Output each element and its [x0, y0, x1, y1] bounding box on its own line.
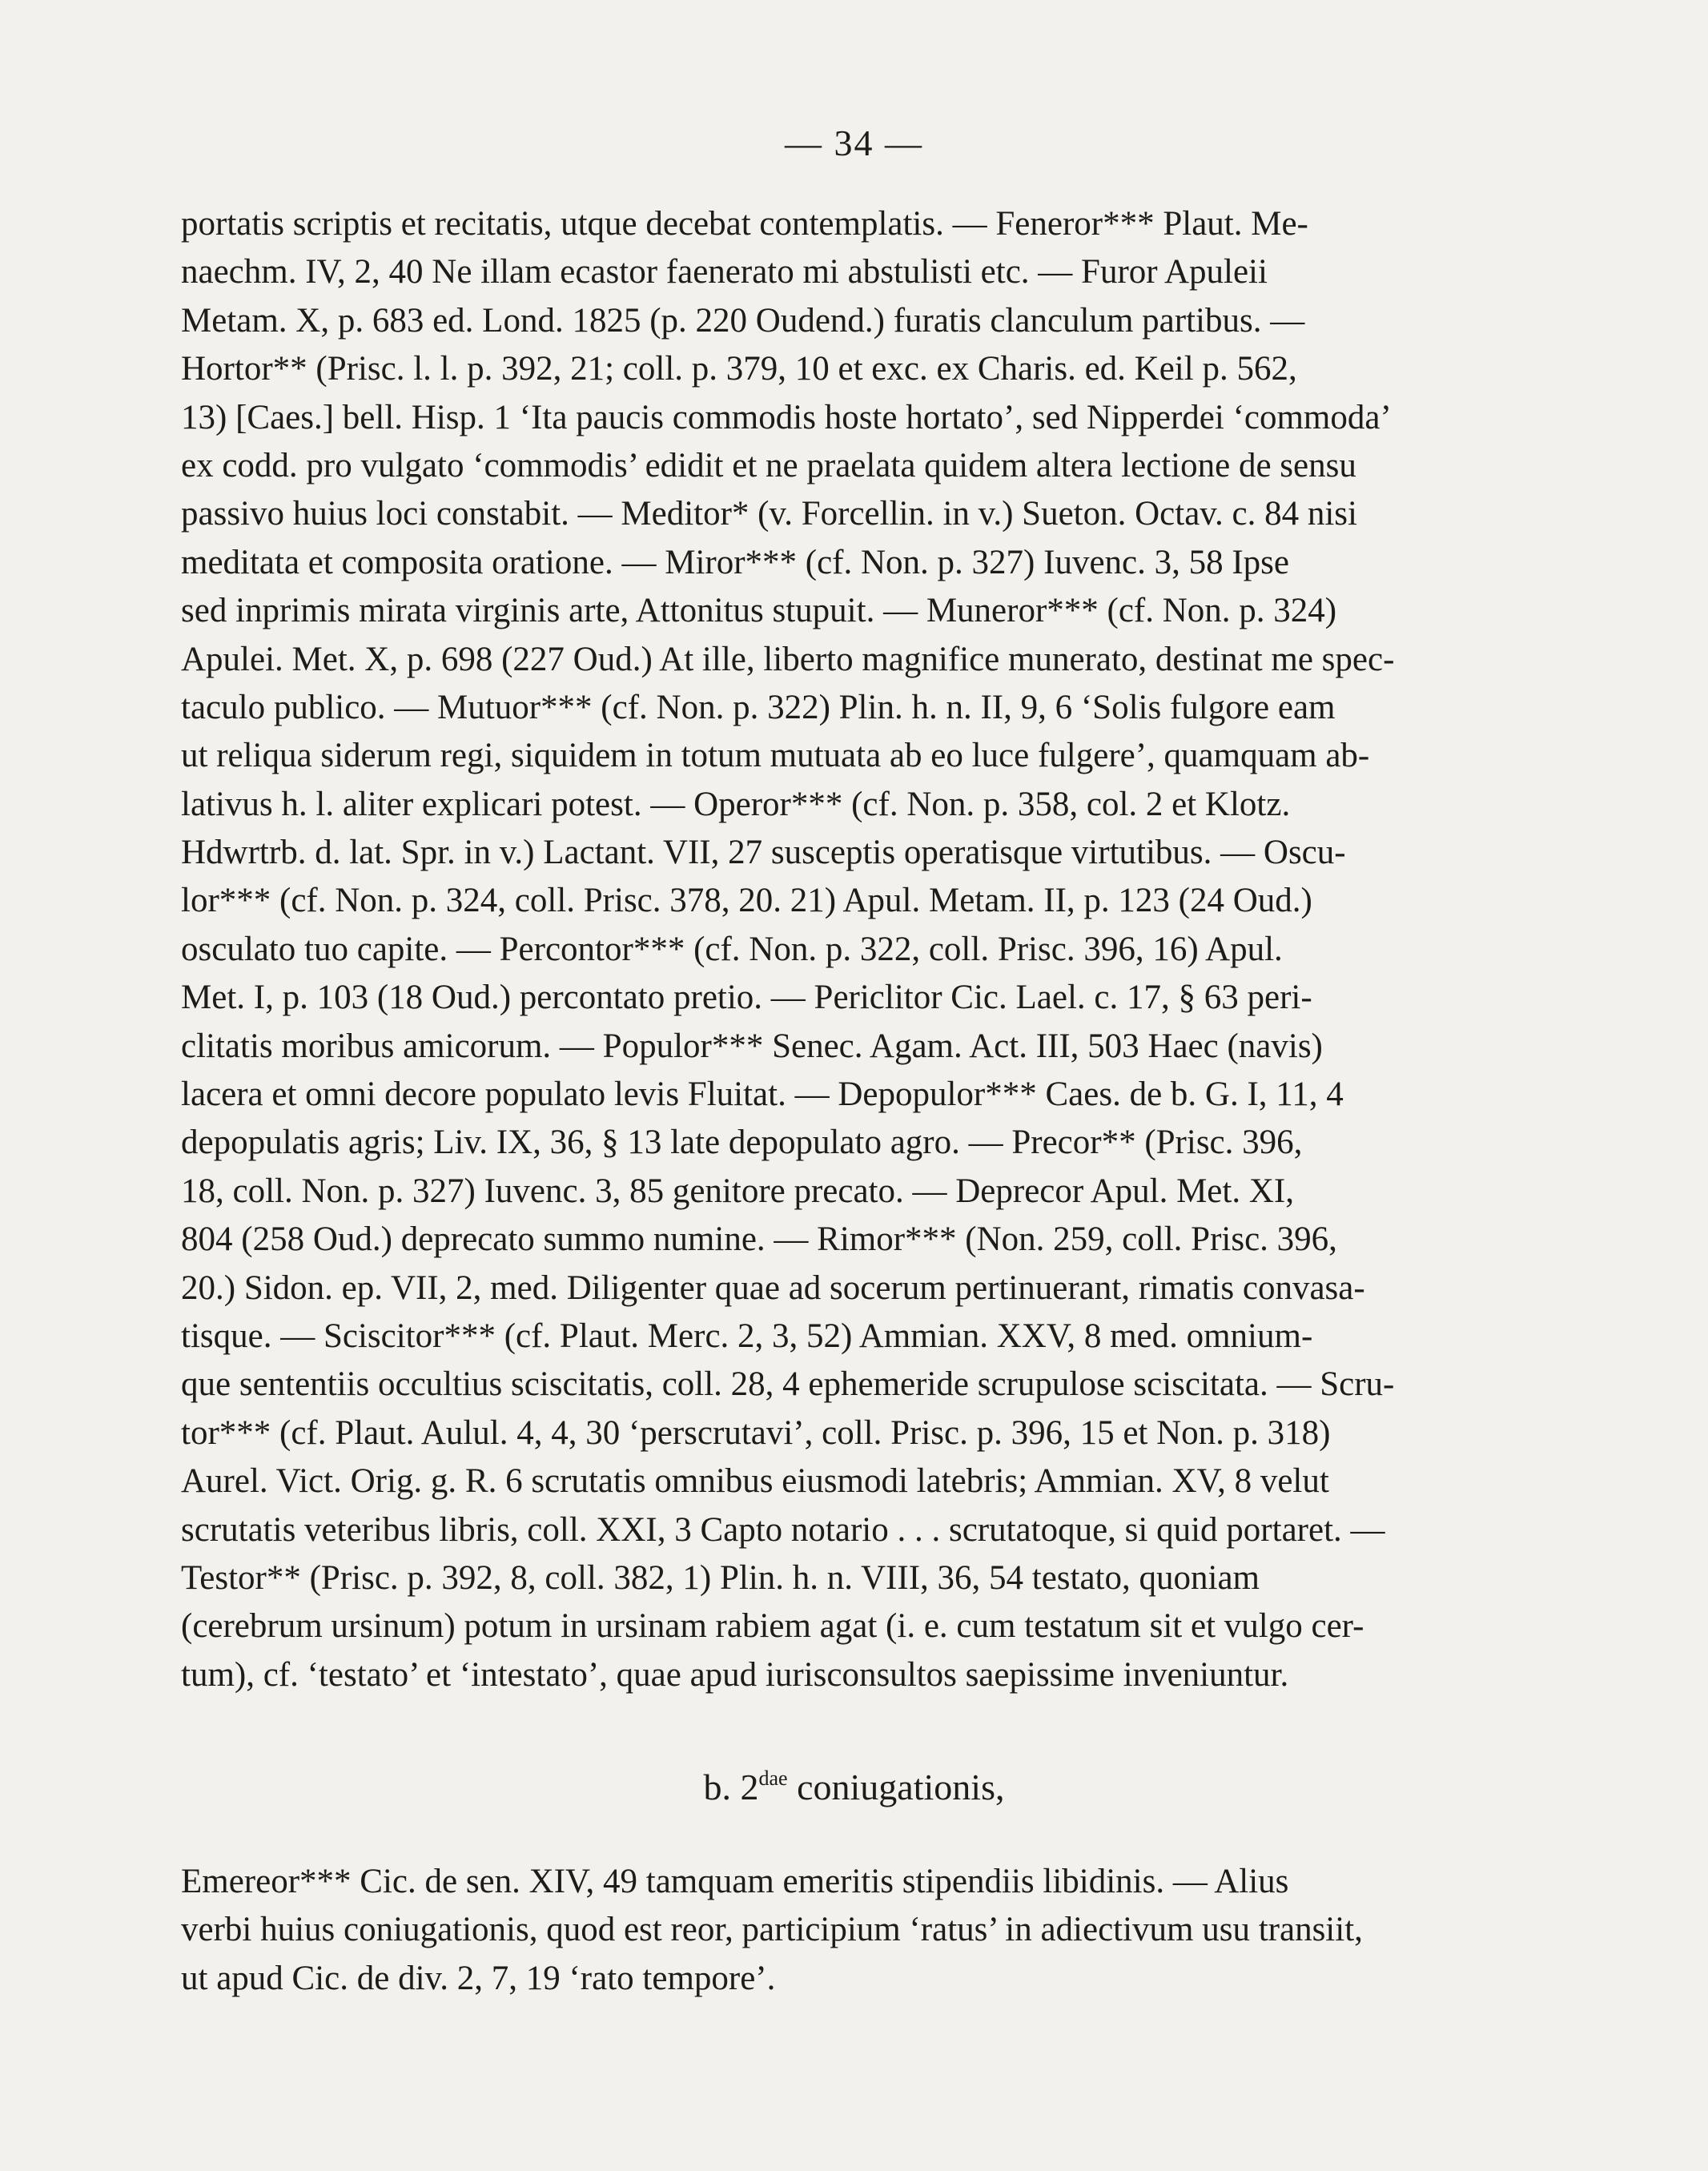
text-line: lativus h. l. aliter explicari potest. — Operor*** (cf. Non. p. 358, col. 2 et Klotz. — [181, 785, 1291, 823]
section-heading — [0, 1766, 1708, 1808]
text-line: ut reliqua siderum regi, siquidem in totum mutuata ab eo luce fulgere’, quamquam ab- — [181, 737, 1370, 775]
text-line: lor*** (cf. Non. p. 324, coll. Prisc. 378, 20. 21) Apul. Metam. II, p. 123 (24 Oud.) — [181, 882, 1312, 920]
text-line: clitatis moribus amicorum. — Populor*** Senec. Agam. Act. III, 503 Haec (navis) — [181, 1027, 1323, 1065]
text-line: Emereor*** Cic. de sen. XIV, 49 tamquam emeritis stipendiis libidinis. — Alius — [181, 1863, 1289, 1900]
text-line: osculato tuo capite. — Percontor*** (cf. Non. p. 322, coll. Prisc. 396, 16) Apul. — [181, 930, 1283, 968]
text-line: taculo publico. — Mutuor*** (cf. Non. p. 322) Plin. h. n. II, 9, 6 ‘Solis fulgore eam — [181, 688, 1336, 726]
text-line: Met. I, p. 103 (18 Oud.) percontato pretio. — Periclitor Cic. Lael. c. 17, § 63 peri- — [181, 979, 1312, 1017]
text-line: tor*** (cf. Plaut. Aulul. 4, 4, 30 ‘perscrutavi’, coll. Prisc. p. 396, 15 et Non. p. 318) — [181, 1413, 1331, 1452]
text-line: Aurel. Vict. Orig. g. R. 6 scrutatis omnibus eiusmodi latebris; Ammian. XV, 8 velut — [181, 1462, 1329, 1501]
text-line: tisque. — Sciscitor*** (cf. Plaut. Merc. 2, 3, 52) Ammian. XXV, 8 med. omnium- — [181, 1317, 1313, 1355]
text-line: Metam. X, p. 683 ed. Lond. 1825 (p. 220 Oudend.) furatis clanculum partibus. — — [181, 301, 1305, 340]
text-line: verbi huius coniugationis, quod est reor, participium ‘ratus’ in adiectivum usu transiit, — [181, 1911, 1363, 1949]
second-paragraph — [181, 1858, 1602, 2003]
text-line: que sententiis occultius sciscitatis, coll. 28, 4 ephemeride scrupulose sciscitata. — Scru- — [181, 1365, 1395, 1404]
text-line: ut apud Cic. de div. 2, 7, 19 ‘rato tempore’. — [181, 1959, 776, 1997]
text-line: Hortor** (Prisc. l. l. p. 392, 21; coll. p. 379, 10 et exc. ex Charis. ed. Keil p. 562, — [181, 350, 1297, 388]
text-line: Testor** (Prisc. p. 392, 8, coll. 382, 1) Plin. h. n. VIII, 36, 54 testato, quoniam — [181, 1558, 1260, 1597]
heading-superscript: dae — [758, 1767, 788, 1790]
text-line: depopulatis agris; Liv. IX, 36, § 13 late depopulato agro. — Precor** (Prisc. 396, — [181, 1124, 1303, 1162]
text-line: 18, coll. Non. p. 327) Iuvenc. 3, 85 genitore precato. — Deprecor Apul. Met. XI, — [181, 1172, 1294, 1210]
text-line: sed inprimis mirata virginis arte, Attonitus stupuit. — Muneror*** (cf. Non. p. 324) — [181, 592, 1337, 630]
text-line: 20.) Sidon. ep. VII, 2, med. Diligenter quae ad socerum pertinuerant, rimatis convasa- — [181, 1268, 1365, 1307]
text-line: scrutatis veteribus libris, coll. XXI, 3 Capto notario . . . scrutatoque, si quid portaret. — — [181, 1510, 1385, 1549]
text-line: 804 (258 Oud.) deprecato summo numine. — Rimor*** (Non. 259, coll. Prisc. 396, — [181, 1220, 1337, 1259]
page-number: — 34 — — [785, 123, 923, 163]
text-line: passivo huius loci constabit. — Meditor* (v. Forcellin. in v.) Sueton. Octav. c. 84 nisi — [181, 495, 1357, 533]
text-line: portatis scriptis et recitatis, utque decebat contemplatis. — Feneror*** Plaut. Me- — [181, 205, 1308, 243]
text-line: naechm. IV, 2, 40 Ne illam ecastor faenerato mi abstulisti etc. — Furor Apuleii — [181, 253, 1268, 291]
text-line: ex codd. pro vulgato ‘commodis’ edidit et ne praelata quidem altera lectione de sensu — [181, 446, 1356, 484]
main-paragraph — [181, 200, 1602, 1699]
text-line: 13) [Caes.] bell. Hisp. 1 ‘Ita paucis commodis hoste hortato’, sed Nipperdei ‘commoda’ — [181, 398, 1392, 436]
heading-suffix: coniugationis, — [787, 1767, 1005, 1807]
text-line: meditata et composita oratione. — Miror*** (cf. Non. p. 327) Iuvenc. 3, 58 Ipse — [181, 543, 1289, 581]
text-line: Apulei. Met. X, p. 698 (227 Oud.) At ille, liberto magnifice munerato, destinat me spec- — [181, 640, 1395, 678]
text-line: Hdwrtrb. d. lat. Spr. in v.) Lactant. VII, 27 susceptis operatisque virtutibus. — Oscu- — [181, 834, 1346, 872]
heading-prefix: b. 2 — [703, 1767, 759, 1807]
text-line: lacera et omni decore populato levis Fluitat. — Depopulor*** Caes. de b. G. I, 11, 4 — [181, 1075, 1344, 1114]
text-line: (cerebrum ursinum) potum in ursinam rabiem agat (i. e. cum testatum sit et vulgo cer- — [181, 1607, 1364, 1646]
text-line: tum), cf. ‘testato’ et ‘intestato’, quae apud iurisconsultos saepissime inveniuntur. — [181, 1655, 1289, 1694]
